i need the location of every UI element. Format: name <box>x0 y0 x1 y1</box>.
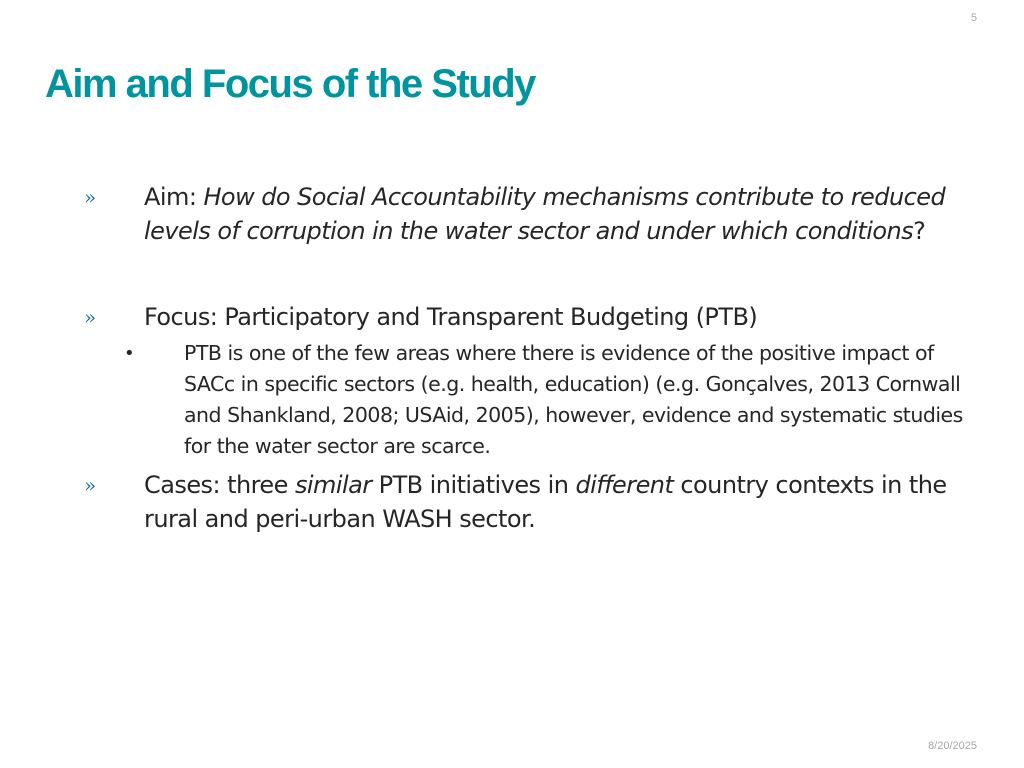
bullet-marker-icon: » <box>84 473 97 497</box>
aim-text <box>144 180 984 248</box>
footer-date: 8/20/2025 <box>928 740 977 752</box>
slide-title: Aim and Focus of the Study <box>45 62 535 106</box>
bullet-marker-icon: » <box>84 185 97 209</box>
slide-number: 5 <box>970 12 977 24</box>
cases-bullet <box>84 468 984 536</box>
aim-end: ? <box>913 217 926 245</box>
aim-label: Aim: <box>144 183 204 211</box>
aim-question: How do Social Accountability mechanisms contribute to reduced levels of corruption in the water sector and under which conditions <box>144 183 946 245</box>
focus-text: Focus: Participatory and Transparent Budgeting (PTB) <box>144 303 758 331</box>
focus-sub-bullet <box>124 338 984 462</box>
aim-bullet <box>84 180 984 248</box>
focus-sub-text: PTB is one of the few areas where there is evidence of the positive impact of SACc in specific sectors (e.g. health, education) (e.g. Gonçalves, 2013 Cornwall and Shankland, 2008; USAid, 2005), however, evidence and systematic studies for the water sector are scarce. <box>184 341 963 458</box>
focus-bullet <box>84 300 984 334</box>
cases-similar: similar <box>294 471 372 499</box>
slide-body <box>84 180 984 536</box>
cases-different: different <box>575 471 674 499</box>
cases-part3: country contexts in the rural and peri-urban WASH sector. <box>144 471 947 533</box>
cases-part2: PTB initiatives in <box>371 471 576 499</box>
cases-part1: Cases: three <box>144 471 295 499</box>
cases-text <box>144 468 984 536</box>
sub-bullet-dot-icon: • <box>124 343 135 364</box>
bullet-marker-icon: » <box>84 305 97 329</box>
